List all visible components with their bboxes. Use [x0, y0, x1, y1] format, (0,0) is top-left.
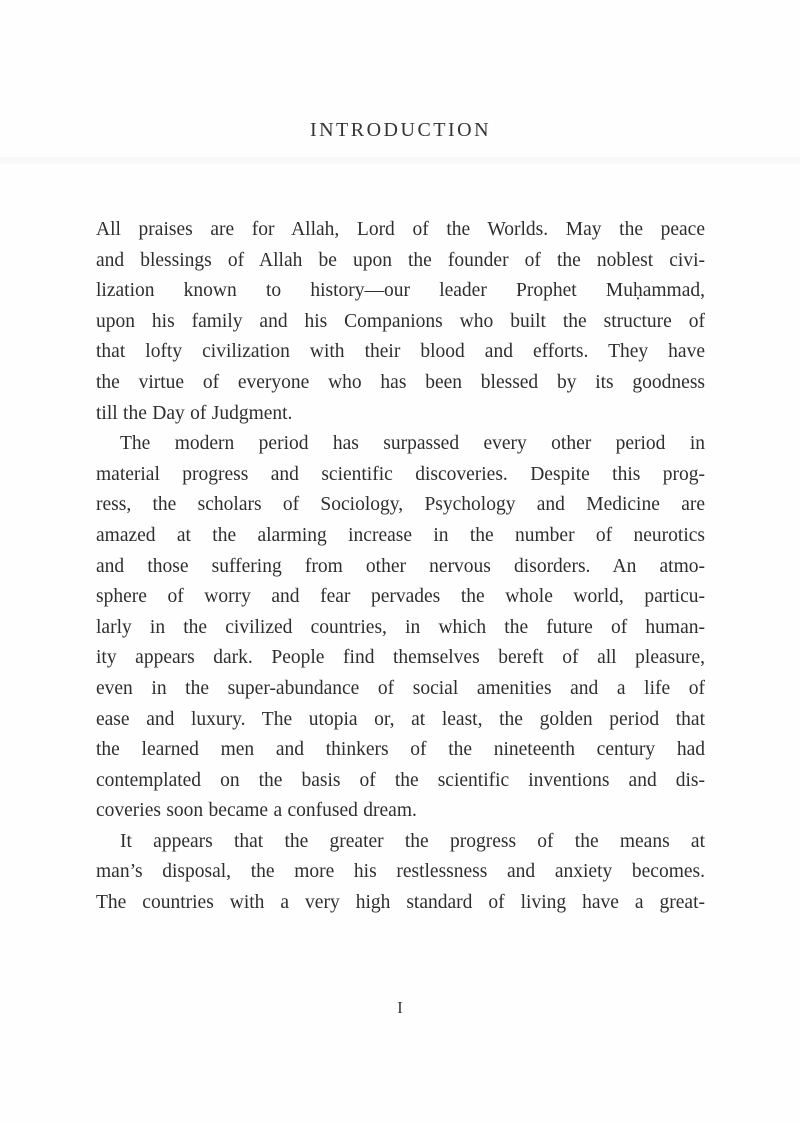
text-line: that lofty civilization with their blood and efforts. They have	[96, 341, 705, 363]
text-line: amazed at the alarming increase in the number of neurotics	[96, 524, 705, 546]
chapter-heading: INTRODUCTION	[309, 119, 492, 141]
text-line: contemplated on the basis of the scientific inventions and dis-	[96, 769, 705, 791]
text-line: even in the super-abundance of social amenities and a life of	[96, 677, 705, 699]
text-line: material progress and scientific discoveries. Despite this prog-	[96, 463, 705, 485]
text-line: the virtue of everyone who has been blessed by its goodness	[96, 371, 705, 393]
text-line: man’s disposal, the more his restlessness and anxiety becomes.	[96, 861, 705, 883]
text-line: the learned men and thinkers of the nineteenth century had	[96, 739, 705, 761]
text-line: ity appears dark. People find themselves bereft of all pleasure,	[96, 647, 705, 669]
text-line: larly in the civilized countries, in which the future of human-	[96, 616, 705, 638]
text-line: The modern period has surpassed every other period in	[120, 433, 705, 455]
text-line: All praises are for Allah, Lord of the Worlds. May the peace	[96, 219, 705, 240]
paragraph	[96, 429, 705, 827]
text-line: and blessings of Allah be upon the founder of the noblest civi-	[96, 249, 705, 271]
text-line: ress, the scholars of Sociology, Psychology and Medicine are	[96, 494, 705, 516]
text-line: till the Day of Judgment.	[96, 402, 293, 424]
text-line: coveries soon became a confused dream.	[96, 800, 417, 822]
text-line: ease and luxury. The utopia or, at least, the golden period that	[96, 708, 705, 730]
text-line: and those suffering from other nervous disorders. An atmo-	[96, 555, 705, 577]
text-line: It appears that the greater the progress of the means at	[120, 830, 705, 852]
text-line: The countries with a very high standard of living have a great-	[96, 892, 705, 914]
paragraph	[96, 827, 705, 919]
text-line: sphere of worry and fear pervades the whole world, particu-	[96, 586, 705, 608]
text-line: lization known to history—our leader Prophet Muḥammad,	[96, 280, 705, 302]
text-line: upon his family and his Companions who built the structure of	[96, 310, 705, 332]
scan-artifact-band	[0, 157, 800, 164]
paragraph	[96, 215, 705, 429]
body-text	[96, 215, 705, 919]
page-number: I	[397, 998, 404, 1017]
